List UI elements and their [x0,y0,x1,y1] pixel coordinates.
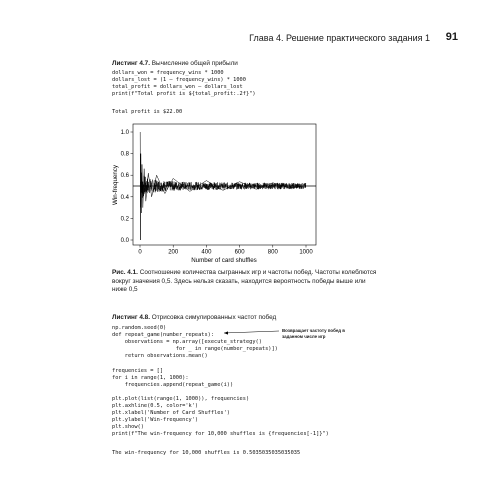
listing-title-text: Вычисление общей прибыли [151,60,238,67]
x-tick-label: 400 [201,249,212,256]
listing-title-text: Отрисовка симулированных частот побед [151,314,277,321]
figure-caption [112,269,382,295]
x-tick-label: 0 [138,249,142,256]
chapter-header: Глава 4. Решение практического задания 1 [249,33,430,43]
y-tick-label: 0.8 [120,151,129,158]
figure-caption-text: Соотношение количества сыгранных игр и частоты побед. Частоты колеблются вокруг значения 0,5. Здесь нельзя сказать, находится вероятность победы выше или ниже 0,5 [112,269,377,293]
code-block-plot: np.random.seed(0) def repeat_game(number_repeats): observations = np.array([execute_strategy() for _ in range(number_repeats)]) return observations.mean() frequencies = [] for i in range(1, 1000): frequencies.append(repeat_game(i)) plt.plot(list(range(1, 1000)), frequencies) plt.axhline(0.5, color='k') plt.xlabel('Number of Card Shuffles') plt.ylabel('Win-frequency') plt.show() print(f"The win-frequency for 10,000 shuffles is {frequencies[-1]}") [112,325,329,438]
listing-label: Листинг 4.7. [112,60,150,67]
code-annotation: Возвращает частоту побед в заданном числе игр [282,328,345,339]
x-tick-label: 800 [267,249,278,256]
x-tick-label: 600 [234,249,245,256]
y-axis-label: Win-frequency [112,165,119,205]
figure-label: Рис. 4.1. [112,269,138,276]
code-output-profit: Total profit is $22.00 [112,109,183,115]
x-tick-label: 1000 [299,249,313,256]
x-axis-label: Number of card shuffles [191,257,257,264]
listing-4-8-title [112,314,276,321]
frequency-noise [140,173,306,208]
y-tick-label: 0.2 [120,216,129,223]
page-number: 91 [445,31,458,43]
y-tick-label: 1.0 [120,130,129,136]
code-block-profit: dollars_won = frequency_wins * 1000 dollars_lost = (1 – frequency_wins) * 1000 total_profit = dollars_won – dollars_lost print(f"Total profit is ${total_profit:.2f}") [112,70,256,98]
y-tick-label: 0.0 [120,238,129,244]
x-tick-label: 200 [168,249,179,256]
code-output-plot: The win-frequency for 10,000 shuffles is 0.5035035035035035 [112,450,301,456]
y-tick-label: 0.6 [120,173,129,180]
y-tick-label: 0.4 [120,194,129,201]
listing-label: Листинг 4.8. [112,314,150,321]
